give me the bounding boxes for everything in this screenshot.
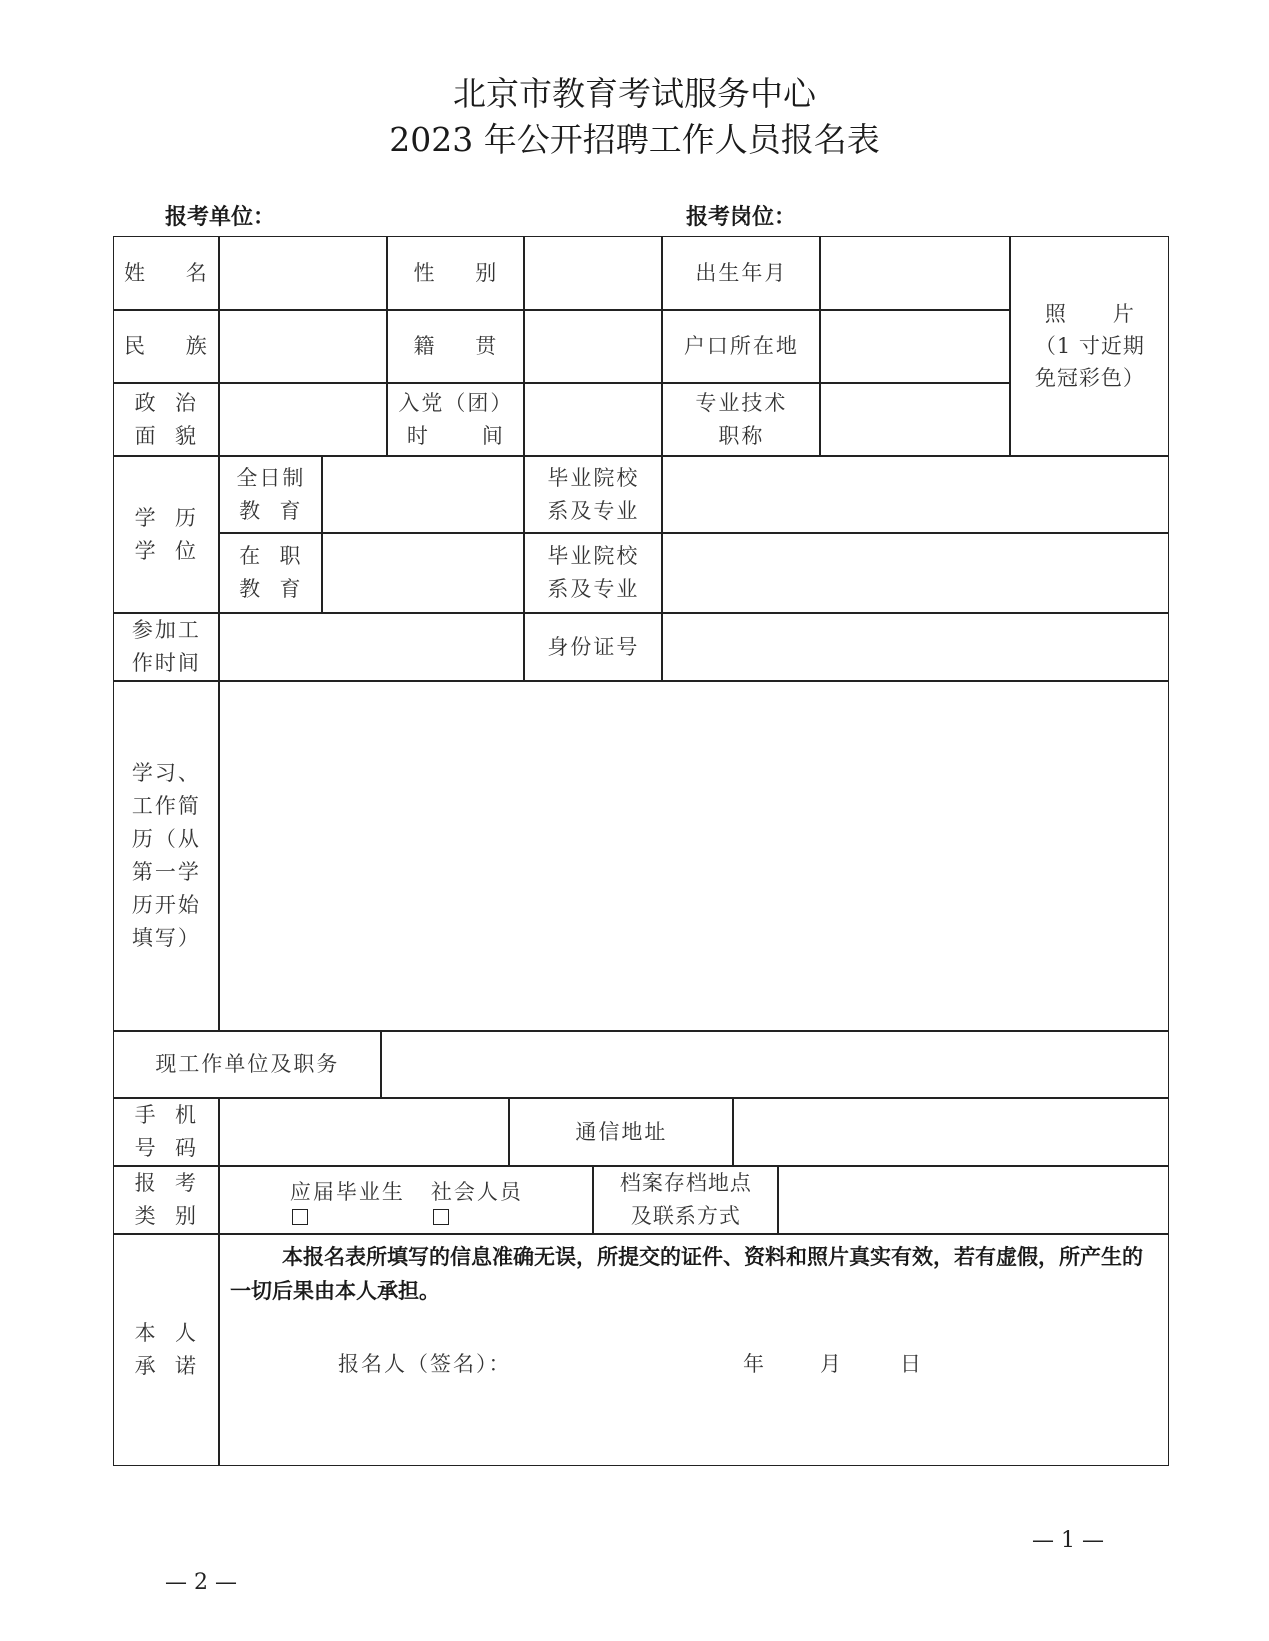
archive-label: 档案存档地点 及联系方式 (593, 1166, 778, 1234)
name-field[interactable] (219, 236, 387, 310)
social-option[interactable]: 社会人员 (431, 1176, 523, 1225)
hukou-label: 户口所在地 (662, 310, 820, 383)
id-number-field[interactable] (662, 613, 1169, 681)
politics-field[interactable] (219, 383, 387, 456)
gender-field[interactable] (524, 236, 662, 310)
current-job-field[interactable] (381, 1031, 1169, 1098)
ethnic-label: 民 族 (113, 310, 219, 383)
signer-label: 报名人（签名）： (338, 1352, 512, 1376)
fulltime-education-label: 全日制 教 育 (219, 456, 322, 533)
birth-label: 出生年月 (662, 236, 820, 310)
form-title-line2: 2023 年公开招聘工作人员报名表 (389, 120, 880, 159)
category-label: 报 考 类 别 (113, 1166, 219, 1234)
page-number-left: — 2 — (165, 1570, 237, 1595)
parttime-education-label: 在 职 教 育 (219, 533, 322, 613)
form-title-line1: 北京市教育考试服务中心 (453, 74, 816, 113)
apply-unit-label: 报考单位： (165, 205, 276, 230)
apply-post-label: 报考岗位： (686, 205, 797, 230)
party-join-time-label: 入党（团） 时 间 (387, 383, 524, 456)
birth-field[interactable] (820, 236, 1010, 310)
school-major-label-2: 毕业院校 系及专业 (524, 533, 662, 613)
school-major-field-1[interactable] (662, 456, 1169, 533)
hukou-field[interactable] (820, 310, 1010, 383)
address-field[interactable] (733, 1098, 1169, 1166)
sign-day: 日 (900, 1352, 923, 1376)
photo-box[interactable]: 照 片 （1 寸近期 免冠彩色） (1010, 236, 1169, 456)
party-join-time-field[interactable] (524, 383, 662, 456)
promise-text: 本报名表所填写的信息准确无误，所提交的证件、资料和照片真实有效，若有虚假，所产生的一切后果由本人承担。 (230, 1245, 1143, 1303)
gender-label: 性 别 (387, 236, 524, 310)
graduate-option[interactable]: 应届毕业生 (290, 1176, 405, 1225)
education-degree-label: 学 历 学 位 (113, 456, 219, 613)
ethnic-field[interactable] (219, 310, 387, 383)
professional-title-label: 专业技术 职称 (662, 383, 820, 456)
parttime-education-field[interactable] (322, 533, 524, 613)
phone-label: 手 机 号 码 (113, 1098, 219, 1166)
address-label: 通信地址 (509, 1098, 733, 1166)
fulltime-education-field[interactable] (322, 456, 524, 533)
native-place-field[interactable] (524, 310, 662, 383)
native-place-label: 籍 贯 (387, 310, 524, 383)
sign-year: 年 (743, 1352, 766, 1376)
archive-field[interactable] (778, 1166, 1169, 1234)
sign-month: 月 (820, 1352, 843, 1376)
id-number-label: 身份证号 (524, 613, 662, 681)
school-major-label-1: 毕业院校 系及专业 (524, 456, 662, 533)
page-number-right: — 1 — (1032, 1528, 1104, 1553)
resume-label: 学习、 工作简 历（从 第一学 历开始 填写） (113, 681, 219, 1031)
resume-field[interactable] (219, 681, 1169, 1031)
work-start-label: 参加工 作时间 (113, 613, 219, 681)
current-job-label: 现工作单位及职务 (113, 1031, 381, 1098)
promise-label: 本 人 承 诺 (113, 1234, 219, 1466)
work-start-field[interactable] (219, 613, 524, 681)
politics-label: 政 治 面 貌 (113, 383, 219, 456)
phone-field[interactable] (219, 1098, 509, 1166)
professional-title-field[interactable] (820, 383, 1010, 456)
graduate-checkbox[interactable] (292, 1209, 308, 1225)
school-major-field-2[interactable] (662, 533, 1169, 613)
social-checkbox[interactable] (433, 1209, 449, 1225)
category-options (219, 1166, 593, 1234)
name-label: 姓 名 (113, 236, 219, 310)
